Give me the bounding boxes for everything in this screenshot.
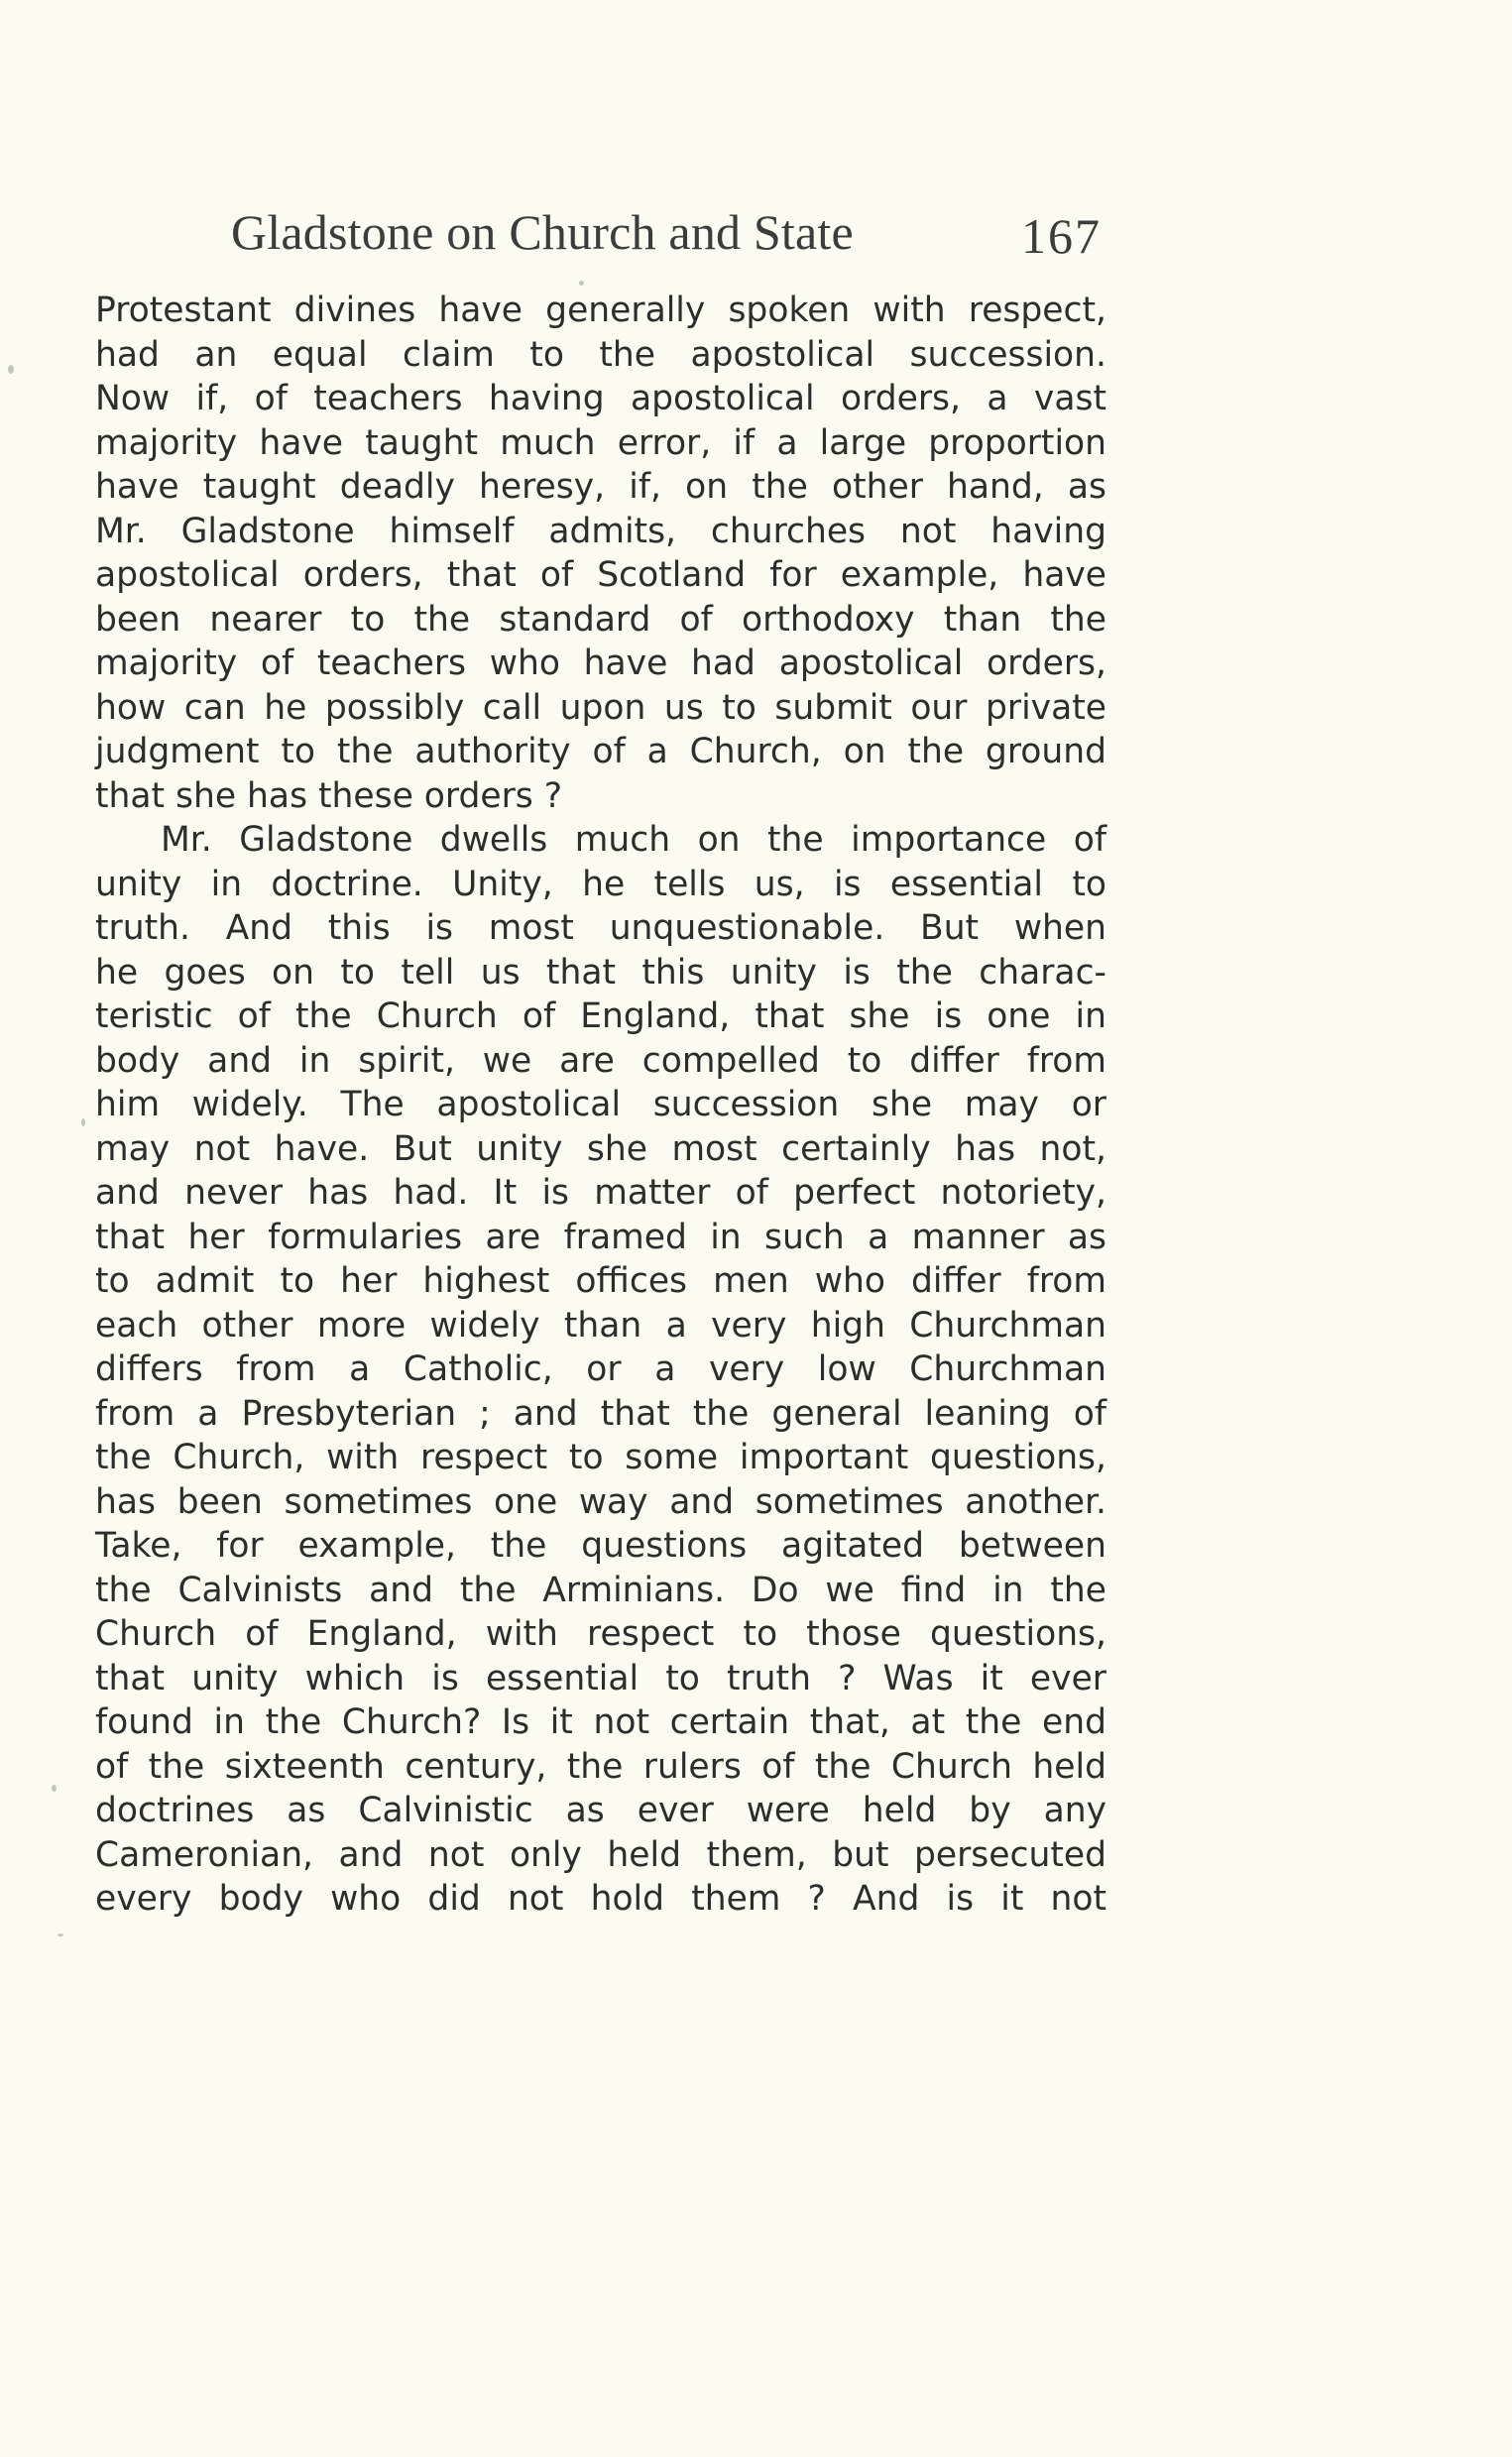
paper-speck xyxy=(58,1933,63,1936)
paragraph-end-line: that she has these orders ? xyxy=(95,775,563,816)
text-line: that unity which is essential to truth ? Was it ever xyxy=(95,1658,1106,1698)
text-line: that her formularies are framed in such a manner as xyxy=(95,1217,1106,1257)
text-line: Take, for example, the questions agitated between xyxy=(95,1526,1106,1566)
paper-speck xyxy=(8,365,14,374)
text-line: Mr. Gladstone himself admits, churches not having xyxy=(95,511,1106,551)
paper-speck xyxy=(81,1118,85,1126)
text-line: and never has had. It is matter of perfect notoriety, xyxy=(95,1173,1106,1213)
text-line: have taught deadly heresy, if, on the other hand, as xyxy=(95,467,1106,507)
text-line: found in the Church? Is it not certain that, at the end xyxy=(95,1702,1106,1742)
text-line: teristic of the Church of England, that she is one in xyxy=(95,996,1106,1036)
text-line: Church of England, with respect to those questions, xyxy=(95,1614,1106,1654)
text-line: him widely. The apostolical succession she may or xyxy=(95,1085,1106,1124)
text-line: each other more widely than a very high Churchman xyxy=(95,1305,1106,1346)
text-line: had an equal claim to the apostolical succession. xyxy=(95,334,1106,375)
text-line: Cameronian, and not only held them, but persecuted xyxy=(95,1834,1106,1875)
text-line: apostolical orders, that of Scotland for example, have xyxy=(95,555,1106,595)
text-line: majority of teachers who have had apostolical orders, xyxy=(95,644,1106,683)
text-line: every body who did not hold them ? And is it not xyxy=(95,1879,1106,1919)
text-line: to admit to her highest offices men who differ from xyxy=(95,1261,1106,1301)
text-line: body and in spirit, we are compelled to differ from xyxy=(95,1040,1106,1081)
text-line: been nearer to the standard of orthodoxy than the xyxy=(95,599,1106,640)
paper-speck xyxy=(52,1785,57,1792)
text-line: differs from a Catholic, or a very low Churchman xyxy=(95,1349,1106,1389)
text-line: doctrines as Calvinistic as ever were held by any xyxy=(95,1791,1106,1830)
text-line: may not have. But unity she most certainly has not, xyxy=(95,1128,1106,1169)
text-line: Protestant divines have generally spoken with respect, xyxy=(95,291,1106,330)
running-head xyxy=(95,203,1106,273)
text-line: judgment to the authority of a Church, on the ground xyxy=(95,732,1106,771)
text-line: has been sometimes one way and sometimes another. xyxy=(95,1481,1106,1522)
paper-speck xyxy=(579,281,584,286)
text-line: how can he possibly call upon us to submit our private xyxy=(95,687,1106,728)
text-line: of the sixteenth century, the rulers of the Church held xyxy=(95,1746,1106,1787)
text-line: unity in doctrine. Unity, he tells us, is essential to xyxy=(95,864,1106,904)
body-text xyxy=(95,289,1106,1922)
text-line: majority have taught much error, if a large proportion xyxy=(95,422,1106,463)
text-line: truth. And this is most unquestionable. But when xyxy=(95,908,1106,948)
running-title: Gladstone on Church and State xyxy=(231,204,854,260)
page-number: 167 xyxy=(1021,208,1102,264)
paragraph-start-line: Mr. Gladstone dwells much on the importance of xyxy=(161,820,1106,860)
text-line: the Calvinists and the Arminians. Do we find in the xyxy=(95,1570,1106,1610)
text-line: he goes on to tell us that this unity is the charac- xyxy=(95,952,1106,993)
text-line: from a Presbyterian ; and that the general leaning of xyxy=(95,1393,1106,1434)
text-line: the Church, with respect to some important questions, xyxy=(95,1438,1106,1477)
text-line: Now if, of teachers having apostolical orders, a vast xyxy=(95,379,1106,418)
